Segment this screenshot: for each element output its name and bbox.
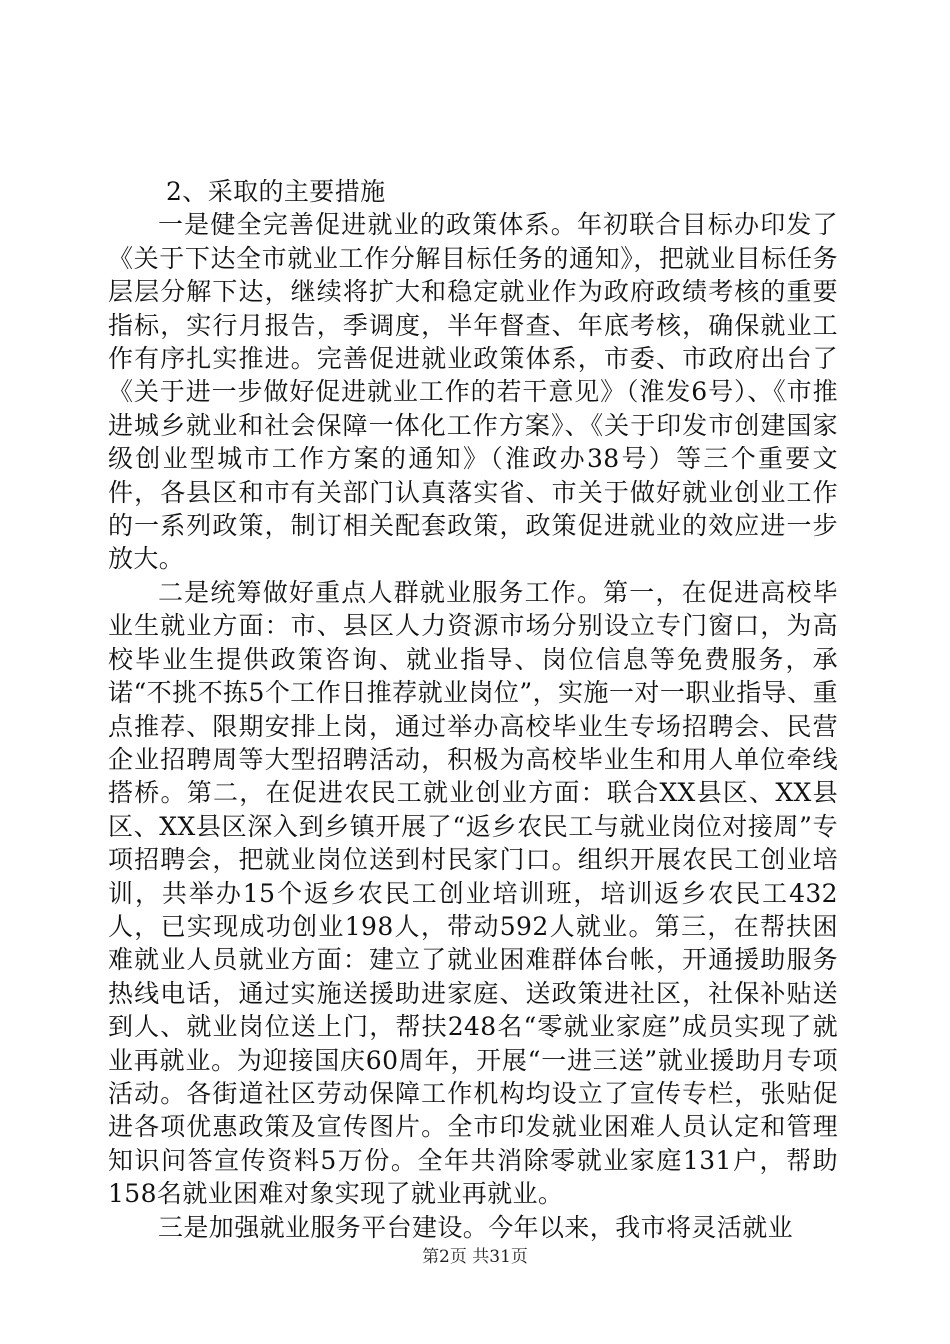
page-footer: 第2页 共31页 — [422, 1247, 528, 1267]
paragraph-policy-system: 一是健全完善促进就业的政策体系。年初联合目标办印发了《关于下达全市就业工作分解目标任务的通知》，把就业目标任务层层分解下达，继续将扩大和稳定就业作为政府政绩考核的重要指标，实行月报告，季调度，半年督查、年底考核，确保就业工作有序扎实推进。完善促进就业政策体系，市委、市政府出台了《关于进一步做好促进就业工作的若干意见》（淮发6号）、《市推进城乡就业和社会保障一体化工作方案》、《关于印发市创建国家级创业型城市工作方案的通知》（淮政办38号）等三个重要文件，各县区和市有关部门认真落实省、市关于做好就业创业工作的一系列政策，制订相关配套政策，政策促进就业的效应进一步放大。 — [108, 210, 838, 574]
section-heading: 2、采取的主要措施 — [166, 177, 386, 206]
paragraph-service-platform: 三是加强就业服务平台建设。今年以来，我市将灵活就业 — [158, 1212, 794, 1242]
document-body — [108, 175, 838, 1244]
paragraph-key-groups: 二是统筹做好重点人群就业服务工作。第一，在促进高校毕业生就业方面：市、县区人力资源市场分别设立专门窗口，为高校毕业生提供政策咨询、就业指导、岗位信息等免费服务，承诺“不挑不拣5个工作日推荐就业岗位”，实施一对一职业指导、重点推荐、限期安排上岗，通过举办高校毕业生专场招聘会、民营企业招聘周等大型招聘活动，积极为高校毕业生和用人单位牵线搭桥。第二，在促进农民工就业创业方面：联合XX县区、XX县区、XX县区深入到乡镇开展了“返乡农民工与就业岗位对接周”专项招聘会，把就业岗位送到村民家门口。组织开展农民工创业培训，共举办15个返乡农民工创业培训班，培训返乡农民工432人，已实现成功创业198人，带动592人就业。第三，在帮扶困难就业人员就业方面：建立了就业困难群体台帐，开通援助服务热线电话，通过实施送援助进家庭、送政策进社区，社保补贴送到人、就业岗位送上门，帮扶248名“零就业家庭”成员实现了就业再就业。为迎接国庆60周年，开展“一进三送”就业援助月专项活动。各街道社区劳动保障工作机构均设立了宣传专栏，张贴促进各项优惠政策及宣传图片。全市印发就业困难人员认定和管理知识问答宣传资料5万份。全年共消除零就业家庭131户，帮助158名就业困难对象实现了就业再就业。 — [108, 577, 838, 1209]
